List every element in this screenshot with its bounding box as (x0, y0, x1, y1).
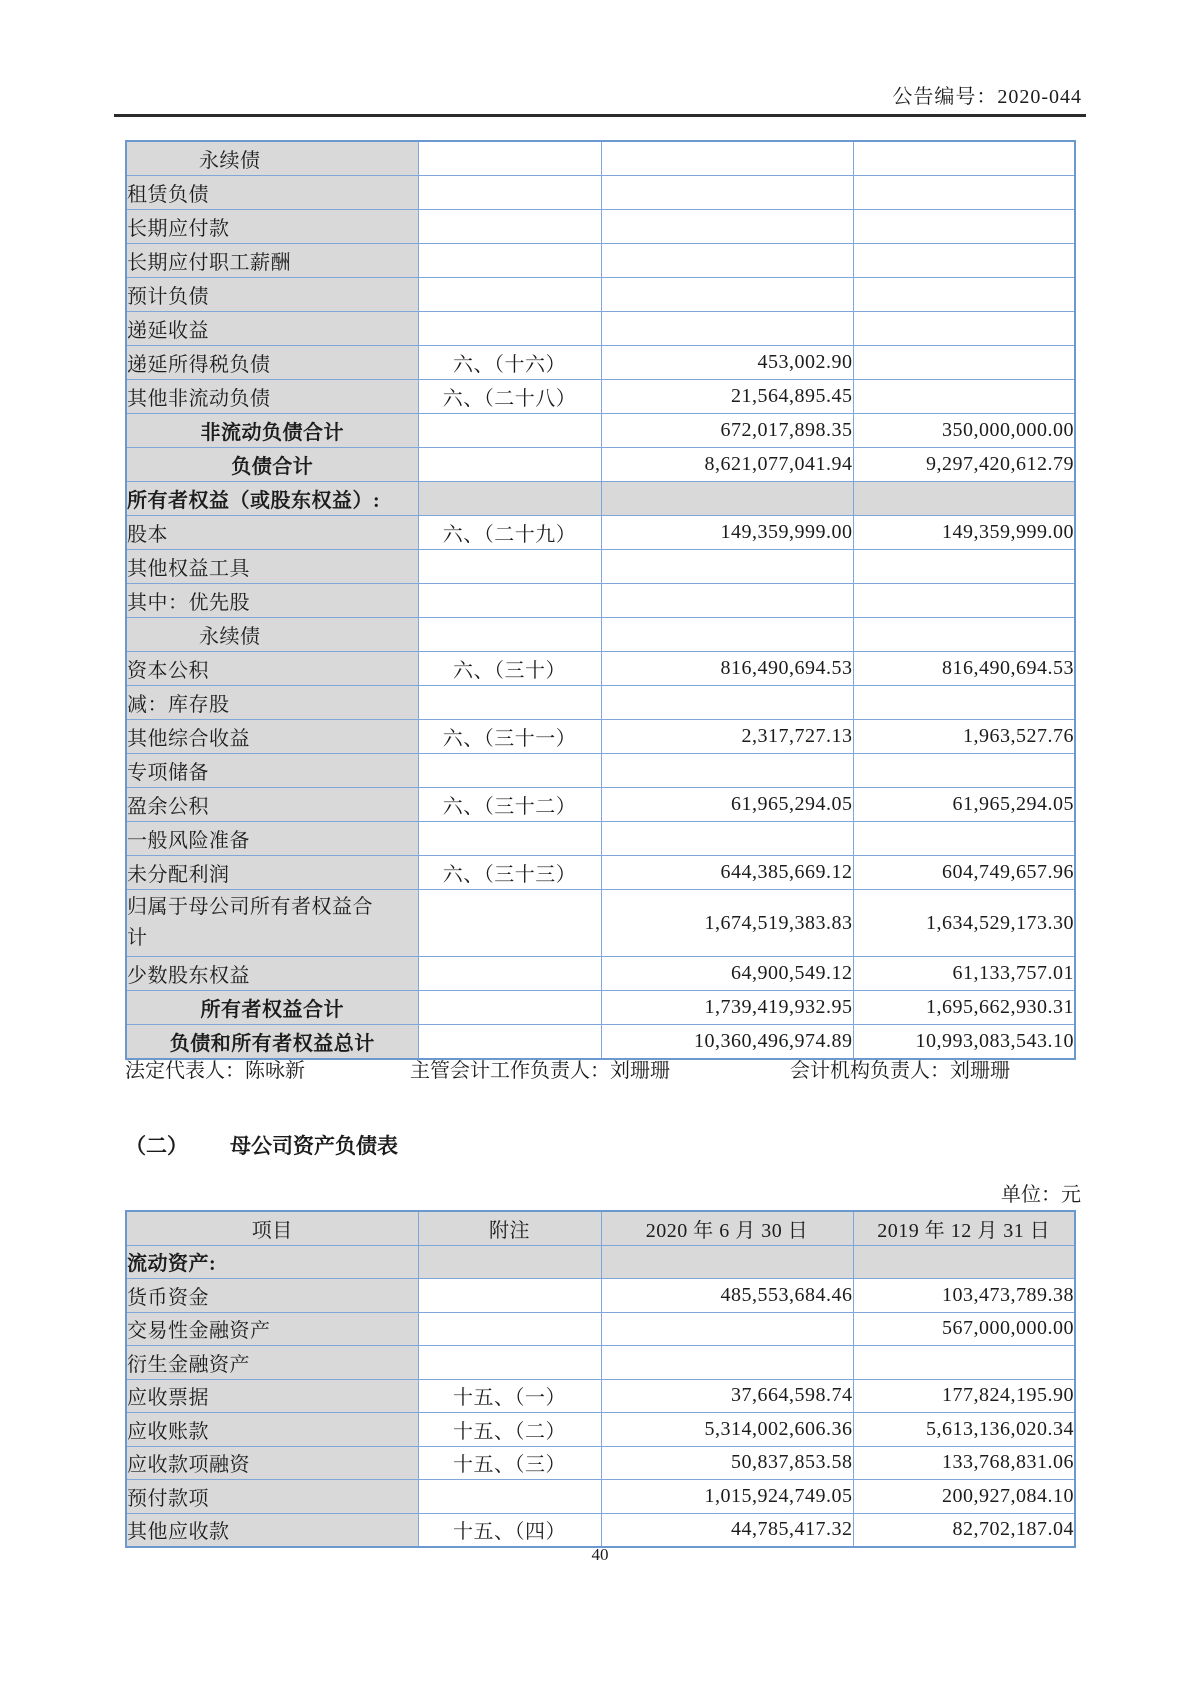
note-ref-cell (418, 482, 601, 516)
value-2019-12-31-cell: 10,993,083,543.10 (853, 1025, 1075, 1060)
value-2020-06-30-cell: 44,785,417.32 (601, 1513, 853, 1547)
table-row (126, 516, 1075, 550)
item-label-cell: 减：库存股 (126, 686, 418, 720)
table-row (126, 448, 1075, 482)
value-2020-06-30-cell: 61,965,294.05 (601, 788, 853, 822)
item-label-cell: 未分配利润 (126, 856, 418, 890)
item-label-cell: 股本 (126, 516, 418, 550)
value-2020-06-30-cell (601, 686, 853, 720)
note-ref-cell: 六、（十六） (418, 346, 601, 380)
note-ref-cell: 六、（三十） (418, 652, 601, 686)
table-row (126, 278, 1075, 312)
note-ref-cell (418, 1245, 601, 1279)
value-2019-12-31-cell (853, 380, 1075, 414)
note-ref-cell (418, 176, 601, 210)
value-2020-06-30-cell: 1,739,419,932.95 (601, 991, 853, 1025)
table-row (126, 822, 1075, 856)
table-row (126, 380, 1075, 414)
note-ref-cell (418, 890, 601, 957)
item-label-cell: 所有者权益（或股东权益）: (126, 482, 418, 516)
value-2020-06-30-cell (601, 1346, 853, 1380)
note-ref-cell (418, 991, 601, 1025)
table-row (126, 754, 1075, 788)
column-header-0: 项目 (126, 1211, 418, 1245)
table-row (126, 618, 1075, 652)
note-ref-cell (418, 210, 601, 244)
note-ref-cell: 十五、（二） (418, 1413, 601, 1447)
item-label-cell: 应收款项融资 (126, 1446, 418, 1480)
item-label-cell: 预计负债 (126, 278, 418, 312)
table-row (126, 957, 1075, 991)
value-2020-06-30-cell (601, 244, 853, 278)
table-row (126, 312, 1075, 346)
value-2020-06-30-cell (601, 584, 853, 618)
value-2019-12-31-cell (853, 482, 1075, 516)
table-row (126, 1279, 1075, 1313)
table-row (126, 991, 1075, 1025)
value-2020-06-30-cell: 149,359,999.00 (601, 516, 853, 550)
table-row (126, 141, 1075, 176)
note-ref-cell (418, 754, 601, 788)
item-label-cell: 其他权益工具 (126, 550, 418, 584)
value-2020-06-30-cell: 50,837,853.58 (601, 1446, 853, 1480)
value-2019-12-31-cell: 9,297,420,612.79 (853, 448, 1075, 482)
value-2019-12-31-cell: 177,824,195.90 (853, 1379, 1075, 1413)
value-2020-06-30-cell: 5,314,002,606.36 (601, 1413, 853, 1447)
note-ref-cell (418, 1346, 601, 1380)
note-ref-cell: 十五、（四） (418, 1513, 601, 1547)
liabilities-equity-table (125, 140, 1076, 1060)
value-2020-06-30-cell (601, 618, 853, 652)
value-2019-12-31-cell (853, 618, 1075, 652)
table-row (126, 1312, 1075, 1346)
value-2019-12-31-cell: 61,133,757.01 (853, 957, 1075, 991)
table-row (126, 244, 1075, 278)
item-label-cell: 资本公积 (126, 652, 418, 686)
table-row (126, 1413, 1075, 1447)
column-header-3: 2019 年 12 月 31 日 (853, 1211, 1075, 1245)
note-ref-cell: 六、（三十二） (418, 788, 601, 822)
table-row (126, 1245, 1075, 1279)
table-row (126, 346, 1075, 380)
value-2020-06-30-cell (601, 550, 853, 584)
value-2020-06-30-cell (601, 210, 853, 244)
value-2019-12-31-cell (853, 312, 1075, 346)
note-ref-cell (418, 822, 601, 856)
note-ref-cell: 六、（三十三） (418, 856, 601, 890)
notice-number: 公告编号：2020-044 (892, 86, 1082, 108)
note-ref-cell: 六、（二十八） (418, 380, 601, 414)
section-heading (125, 1130, 398, 1160)
item-label-cell: 递延所得税负债 (126, 346, 418, 380)
item-label-cell: 其中：优先股 (126, 584, 418, 618)
item-label-cell: 负债和所有者权益总计 (126, 1025, 418, 1060)
value-2019-12-31-cell (853, 1346, 1075, 1380)
value-2019-12-31-cell: 149,359,999.00 (853, 516, 1075, 550)
value-2020-06-30-cell (601, 754, 853, 788)
item-label-cell: 衍生金融资产 (126, 1346, 418, 1380)
table-row (126, 584, 1075, 618)
note-ref-cell (418, 1279, 601, 1313)
item-label-cell: 其他综合收益 (126, 720, 418, 754)
item-label-cell: 应收账款 (126, 1413, 418, 1447)
value-2019-12-31-cell (853, 176, 1075, 210)
page-number: 40 (591, 1545, 609, 1564)
item-label-cell: 流动资产: (126, 1245, 418, 1279)
value-2020-06-30-cell: 64,900,549.12 (601, 957, 853, 991)
table-row (126, 1480, 1075, 1514)
note-ref-cell (418, 584, 601, 618)
value-2020-06-30-cell: 2,317,727.13 (601, 720, 853, 754)
value-2019-12-31-cell (853, 346, 1075, 380)
table-row (126, 856, 1075, 890)
value-2019-12-31-cell: 103,473,789.38 (853, 1279, 1075, 1313)
value-2019-12-31-cell (853, 754, 1075, 788)
value-2020-06-30-cell (601, 482, 853, 516)
table-row (126, 890, 1075, 957)
parent-balance-sheet-table (125, 1210, 1076, 1548)
note-ref-cell (418, 244, 601, 278)
value-2020-06-30-cell (601, 141, 853, 176)
item-label-cell: 少数股东权益 (126, 957, 418, 991)
note-ref-cell: 十五、（三） (418, 1446, 601, 1480)
accounting-dept-head: 会计机构负责人：刘珊珊 (790, 1060, 1010, 1082)
table-row (126, 550, 1075, 584)
value-2019-12-31-cell: 61,965,294.05 (853, 788, 1075, 822)
table-row (126, 1379, 1075, 1413)
table-row (126, 176, 1075, 210)
value-2019-12-31-cell (853, 210, 1075, 244)
table-row (126, 482, 1075, 516)
value-2020-06-30-cell (601, 822, 853, 856)
note-ref-cell: 十五、（一） (418, 1379, 601, 1413)
unit-label: 单位：元 (1001, 1184, 1081, 1206)
table-row (126, 686, 1075, 720)
value-2019-12-31-cell (853, 822, 1075, 856)
value-2020-06-30-cell: 453,002.90 (601, 346, 853, 380)
note-ref-cell: 六、（三十一） (418, 720, 601, 754)
value-2019-12-31-cell (853, 686, 1075, 720)
item-label-cell: 预付款项 (126, 1480, 418, 1514)
value-2020-06-30-cell: 21,564,895.45 (601, 380, 853, 414)
table-row (126, 652, 1075, 686)
note-ref-cell (418, 550, 601, 584)
item-label-cell: 所有者权益合计 (126, 991, 418, 1025)
section-index: （二） (125, 1134, 188, 1158)
table-row (126, 414, 1075, 448)
value-2020-06-30-cell: 10,360,496,974.89 (601, 1025, 853, 1060)
value-2019-12-31-cell: 1,695,662,930.31 (853, 991, 1075, 1025)
value-2020-06-30-cell: 8,621,077,041.94 (601, 448, 853, 482)
legal-representative: 法定代表人：陈咏新 (125, 1060, 305, 1082)
value-2019-12-31-cell (853, 278, 1075, 312)
item-label-cell: 长期应付款 (126, 210, 418, 244)
value-2020-06-30-cell (601, 278, 853, 312)
note-ref-cell (418, 1480, 601, 1514)
note-ref-cell (418, 1312, 601, 1346)
item-label-cell: 货币资金 (126, 1279, 418, 1313)
note-ref-cell (418, 957, 601, 991)
value-2020-06-30-cell: 816,490,694.53 (601, 652, 853, 686)
table-row (126, 720, 1075, 754)
note-ref-cell (418, 414, 601, 448)
value-2019-12-31-cell: 200,927,084.10 (853, 1480, 1075, 1514)
value-2020-06-30-cell (601, 176, 853, 210)
value-2020-06-30-cell (601, 1312, 853, 1346)
value-2020-06-30-cell: 485,553,684.46 (601, 1279, 853, 1313)
value-2019-12-31-cell (853, 1245, 1075, 1279)
value-2020-06-30-cell: 672,017,898.35 (601, 414, 853, 448)
value-2019-12-31-cell: 604,749,657.96 (853, 856, 1075, 890)
value-2020-06-30-cell: 644,385,669.12 (601, 856, 853, 890)
value-2019-12-31-cell: 82,702,187.04 (853, 1513, 1075, 1547)
note-ref-cell (418, 278, 601, 312)
value-2019-12-31-cell: 816,490,694.53 (853, 652, 1075, 686)
value-2019-12-31-cell (853, 550, 1075, 584)
signature-line (0, 1054, 1200, 1080)
column-header-2: 2020 年 6 月 30 日 (601, 1211, 853, 1245)
table-row (126, 210, 1075, 244)
value-2019-12-31-cell: 350,000,000.00 (853, 414, 1075, 448)
value-2019-12-31-cell: 5,613,136,020.34 (853, 1413, 1075, 1447)
value-2019-12-31-cell (853, 584, 1075, 618)
item-label-cell: 其他非流动负债 (126, 380, 418, 414)
item-label-cell: 其他应收款 (126, 1513, 418, 1547)
item-label-cell: 非流动负债合计 (126, 414, 418, 448)
value-2020-06-30-cell: 1,674,519,383.83 (601, 890, 853, 957)
value-2020-06-30-cell: 1,015,924,749.05 (601, 1480, 853, 1514)
value-2019-12-31-cell (853, 244, 1075, 278)
value-2020-06-30-cell: 37,664,598.74 (601, 1379, 853, 1413)
value-2019-12-31-cell (853, 141, 1075, 176)
item-label-cell: 负债合计 (126, 448, 418, 482)
chief-accounting-officer: 主管会计工作负责人：刘珊珊 (410, 1060, 670, 1082)
note-ref-cell (418, 686, 601, 720)
item-label-cell: 盈余公积 (126, 788, 418, 822)
table-row (126, 1513, 1075, 1547)
column-header-1: 附注 (418, 1211, 601, 1245)
item-label-cell: 应收票据 (126, 1379, 418, 1413)
value-2019-12-31-cell: 1,634,529,173.30 (853, 890, 1075, 957)
header-rule (114, 114, 1086, 117)
note-ref-cell: 六、（二十九） (418, 516, 601, 550)
value-2020-06-30-cell (601, 1245, 853, 1279)
value-2020-06-30-cell (601, 312, 853, 346)
note-ref-cell (418, 312, 601, 346)
note-ref-cell (418, 141, 601, 176)
section-title: 母公司资产负债表 (230, 1134, 398, 1158)
item-label-cell: 交易性金融资产 (126, 1312, 418, 1346)
note-ref-cell (418, 618, 601, 652)
item-label-cell: 永续债 (126, 618, 418, 652)
table-row (126, 1446, 1075, 1480)
value-2019-12-31-cell: 1,963,527.76 (853, 720, 1075, 754)
item-label-cell: 专项储备 (126, 754, 418, 788)
note-ref-cell (418, 448, 601, 482)
item-label-cell: 归属于母公司所有者权益合计 (126, 890, 418, 957)
item-label-cell: 永续债 (126, 141, 418, 176)
value-2019-12-31-cell: 133,768,831.06 (853, 1446, 1075, 1480)
item-label-cell: 租赁负债 (126, 176, 418, 210)
item-label-cell: 一般风险准备 (126, 822, 418, 856)
table-row (126, 788, 1075, 822)
item-label-cell: 长期应付职工薪酬 (126, 244, 418, 278)
item-label-cell: 递延收益 (126, 312, 418, 346)
table-row (126, 1346, 1075, 1380)
table-header-row (126, 1211, 1075, 1245)
value-2019-12-31-cell: 567,000,000.00 (853, 1312, 1075, 1346)
